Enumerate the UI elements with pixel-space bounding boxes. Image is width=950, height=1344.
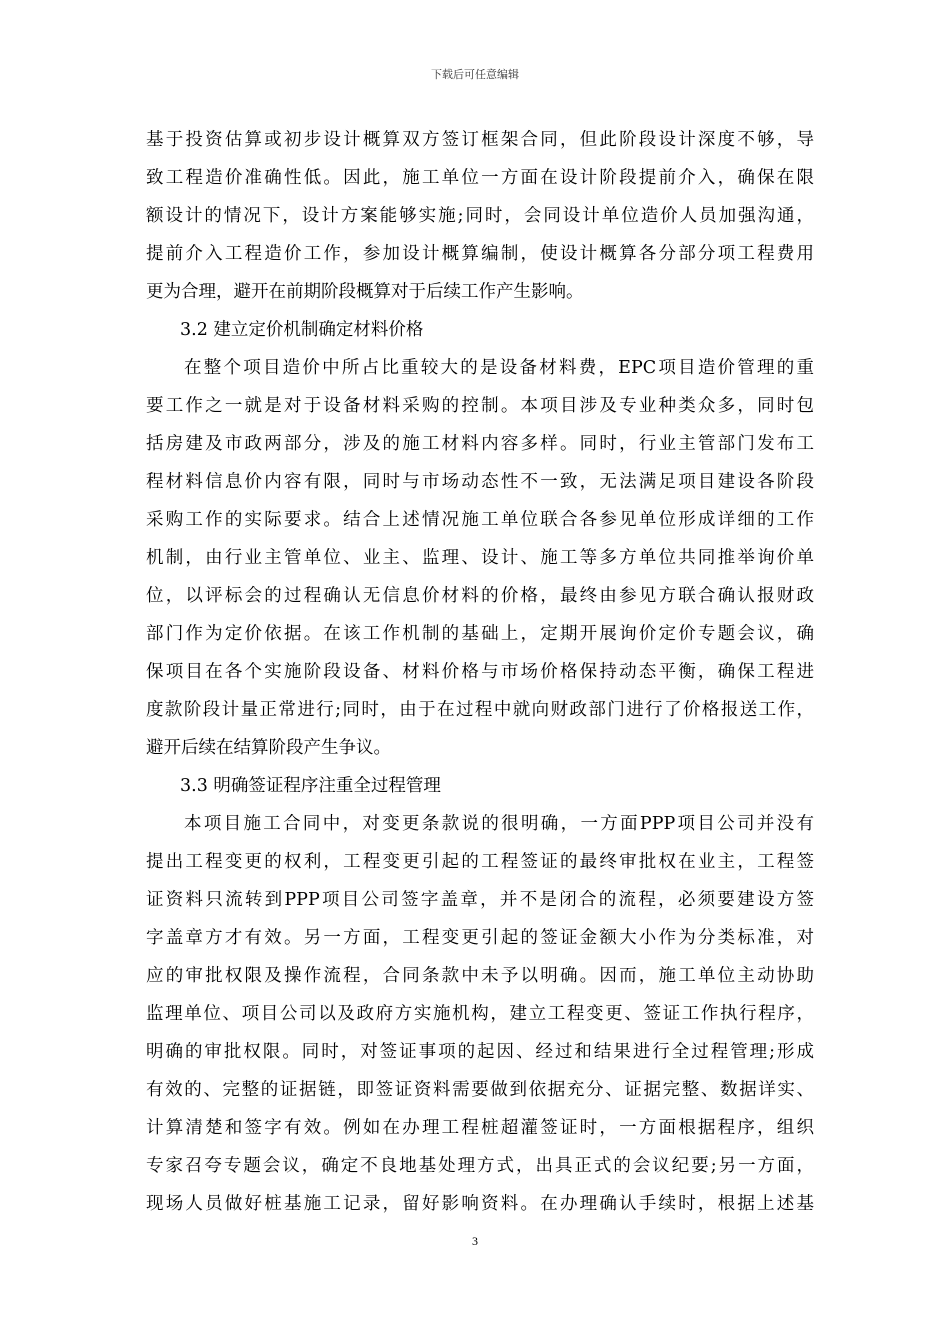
paragraph-line: 位，以评标会的过程确认无信息价材料的价格，最终由参见方联合确认报财政 <box>146 586 814 606</box>
paragraph-line: 应的审批权限及操作流程，合同条款中未予以明确。因而，施工单位主动协助 <box>146 966 814 986</box>
paragraph-line: 证资料只流转到PPP项目公司签字盖章，并不是闭合的流程，必须要建设方签 <box>146 890 814 910</box>
paragraph-line: 提前介入工程造价工作，参加设计概算编制，使设计概算各分部分项工程费用 <box>146 244 814 264</box>
paragraph-line: 采购工作的实际要求。结合上述情况施工单位联合各参见单位形成详细的工作 <box>146 510 814 530</box>
paragraph-line: 监理单位、项目公司以及政府方实施机构，建立工程变更、签证工作执行程序， <box>146 1004 814 1024</box>
paragraph-line: 字盖章方才有效。另一方面，工程变更引起的签证金额大小作为分类标准，对 <box>146 928 814 948</box>
paragraph-line: 专家召夸专题会议，确定不良地基处理方式，出具正式的会议纪要;另一方面， <box>146 1156 814 1176</box>
section-heading: 3.2 建立定价机制确定材料价格 <box>180 320 424 340</box>
paragraph-line: 致工程造价准确性低。因此，施工单位一方面在设计阶段提前介入，确保在限 <box>146 168 814 188</box>
paragraph-line: 在整个项目造价中所占比重较大的是设备材料费，EPC项目造价管理的重 <box>184 358 814 378</box>
page-header: 下载后可任意编辑 <box>431 68 519 81</box>
paragraph-line: 提出工程变更的权利，工程变更引起的工程签证的最终审批权在业主，工程签 <box>146 852 814 872</box>
page-number: 3 <box>472 1234 478 1248</box>
paragraph-line: 机制，由行业主管单位、业主、监理、设计、施工等多方单位共同推举询价单 <box>146 548 814 568</box>
paragraph-line: 有效的、完整的证据链，即签证资料需要做到依据充分、证据完整、数据详实、 <box>146 1080 814 1100</box>
paragraph-line: 明确的审批权限。同时，对签证事项的起因、经过和结果进行全过程管理;形成 <box>146 1042 814 1062</box>
paragraph-line: 额设计的情况下，设计方案能够实施;同时，会同设计单位造价人员加强沟通， <box>146 206 814 226</box>
paragraph-line: 部门作为定价依据。在该工作机制的基础上，定期开展询价定价专题会议，确 <box>146 624 814 644</box>
paragraph-line: 更为合理，避开在前期阶段概算对于后续工作产生影响。 <box>146 282 584 302</box>
paragraph-line: 括房建及市政两部分，涉及的施工材料内容多样。同时，行业主管部门发布工 <box>146 434 814 454</box>
paragraph-line: 要工作之一就是对于设备材料采购的控制。本项目涉及专业种类众多，同时包 <box>146 396 814 416</box>
paragraph-line: 本项目施工合同中，对变更条款说的很明确，一方面PPP项目公司并没有 <box>184 814 814 834</box>
paragraph-line: 避开后续在结算阶段产生争议。 <box>146 738 391 758</box>
paragraph-line: 基于投资估算或初步设计概算双方签订框架合同，但此阶段设计深度不够，导 <box>146 130 814 150</box>
paragraph-line: 度款阶段计量正常进行;同时，由于在过程中就向财政部门进行了价格报送工作， <box>146 700 814 720</box>
paragraph-line: 计算清楚和签字有效。例如在办理工程桩超灌签证时，一方面根据程序，组织 <box>146 1118 814 1138</box>
paragraph-line: 现场人员做好桩基施工记录，留好影响资料。在办理确认手续时，根据上述基 <box>146 1194 814 1214</box>
paragraph-line: 程材料信息价内容有限，同时与市场动态性不一致，无法满足项目建设各阶段 <box>146 472 814 492</box>
document-body <box>146 121 814 1223</box>
paragraph-line: 保项目在各个实施阶段设备、材料价格与市场价格保持动态平衡，确保工程进 <box>146 662 814 682</box>
section-heading: 3.3 明确签证程序注重全过程管理 <box>180 776 441 796</box>
